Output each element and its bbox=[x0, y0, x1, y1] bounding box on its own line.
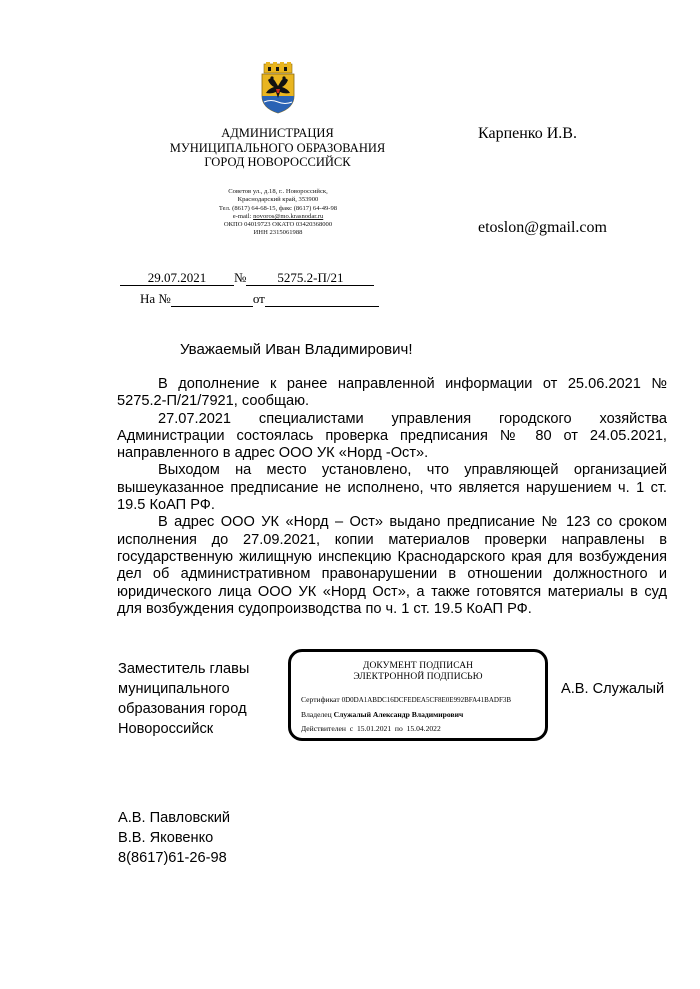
stamp-valid-label: Действителен bbox=[301, 724, 346, 733]
stamp-heading-line: ЭЛЕКТРОННОЙ ПОДПИСЬЮ bbox=[353, 672, 483, 682]
addressee-name: Карпенко И.В. bbox=[478, 125, 577, 142]
signatory-title-line: Заместитель главы bbox=[118, 661, 250, 677]
org-address: Краснодарский край, 353900 bbox=[237, 196, 319, 204]
executor-phone: 8(8617)61-26-98 bbox=[118, 850, 227, 866]
signatory-title-line: образования город bbox=[118, 701, 247, 717]
stamp-certificate bbox=[301, 695, 511, 704]
org-inn: ИНН 2315061988 bbox=[253, 229, 303, 237]
org-address: Советов ул., д.18, г.. Новороссийск, bbox=[228, 188, 328, 195]
registration-date: 29.07.2021 bbox=[120, 271, 234, 286]
org-title-line: МУНИЦИПАЛЬНОГО ОБРАЗОВАНИЯ bbox=[169, 140, 386, 155]
stamp-valid-to: 15.04.2022 bbox=[406, 724, 441, 733]
electronic-signature-stamp bbox=[288, 649, 548, 741]
signatory-title-line: Новороссийск bbox=[118, 721, 214, 737]
org-phone: Тел. (8617) 64-68-15, факс (8617) 64-49-98 bbox=[218, 204, 338, 212]
body-paragraph: 27.07.2021 специалистами управления городского хозяйства Администрации состоялась проверка предписания № 80 от 24.05.2021, направленного в адрес ООО УК «Норд -Ост». bbox=[117, 410, 667, 462]
body-paragraph: Выходом на место установлено, что управляющей организацией вышеуказанное предписание не исполнено, что является нарушением ч. 1 ст. 19.5 КоАП РФ. bbox=[117, 462, 667, 514]
executor-name: А.В. Павловский bbox=[118, 810, 231, 826]
stamp-valid-to-label: по bbox=[394, 724, 403, 733]
stamp-heading-line: ДОКУМЕНТ ПОДПИСАН bbox=[362, 661, 474, 671]
stamp-owner-label: Владелец bbox=[301, 710, 332, 719]
organization-details bbox=[180, 188, 376, 238]
body-paragraph: В дополнение к ранее направленной информации от 25.06.2021 № 5275.2-П/21/7921, сообщаю. bbox=[117, 376, 667, 410]
stamp-owner bbox=[301, 710, 463, 719]
stamp-valid-from-label: с bbox=[349, 724, 354, 733]
body-paragraph: В адрес ООО УК «Норд – Ост» выдано предписание № 123 со сроком исполнения до 27.09.2021, копии материалов проверки направлены в государственную жилищную инспекцию Краснодарского края для возбуждения дел об административном правонарушении в отношении должностного и юридического лица ООО УК «Норд Ост», а также готовятся материалы в суд для возбуждения судопроизводства по ч. 1 ст. 19.5 КоАП РФ. bbox=[117, 514, 667, 617]
org-email-label: e-mail: bbox=[232, 212, 254, 220]
addressee-email: etoslon@gmail.com bbox=[478, 219, 607, 236]
stamp-certificate-label: Сертификат bbox=[301, 695, 340, 704]
stamp-owner-value: Служалый Александр Владимирович bbox=[333, 710, 464, 719]
org-email-line bbox=[180, 213, 376, 221]
registration-line bbox=[120, 270, 382, 286]
city-coat-of-arms-icon bbox=[258, 62, 298, 114]
org-email-link[interactable]: novoros@mo.krasnodar.ru bbox=[253, 212, 324, 220]
org-codes: ОКПО 04019723 ОКАТО 03420368000 bbox=[223, 221, 333, 229]
org-title-line: ГОРОД НОВОРОССИЙСК bbox=[204, 155, 351, 169]
signatory-title-line: муниципального bbox=[118, 681, 230, 697]
stamp-validity bbox=[301, 724, 441, 733]
executor-name: В.В. Яковенко bbox=[118, 830, 214, 846]
executors bbox=[118, 808, 230, 868]
reference-number-blank bbox=[171, 292, 253, 307]
organization-title bbox=[140, 126, 415, 170]
stamp-certificate-value: 0D0DA1ABDC16DCFEDEA5CF8E0E992BFA41BADF3B bbox=[341, 696, 512, 704]
letter-body bbox=[117, 376, 667, 618]
reference-line bbox=[140, 291, 379, 307]
greeting: Уважаемый Иван Владимирович! bbox=[180, 341, 413, 358]
reference-date-blank bbox=[265, 292, 379, 307]
stamp-heading bbox=[291, 661, 545, 683]
org-title-line: АДМИНИСТРАЦИЯ bbox=[221, 126, 334, 140]
signatory-title bbox=[118, 659, 268, 739]
registration-number-label: № bbox=[234, 270, 247, 285]
reference-label: На № bbox=[140, 291, 171, 306]
reference-from-label: от bbox=[252, 291, 265, 306]
signer-name: А.В. Служалый bbox=[561, 681, 665, 697]
registration-number: 5275.2-П/21 bbox=[246, 271, 374, 286]
stamp-valid-from: 15.01.2021 bbox=[356, 724, 392, 733]
